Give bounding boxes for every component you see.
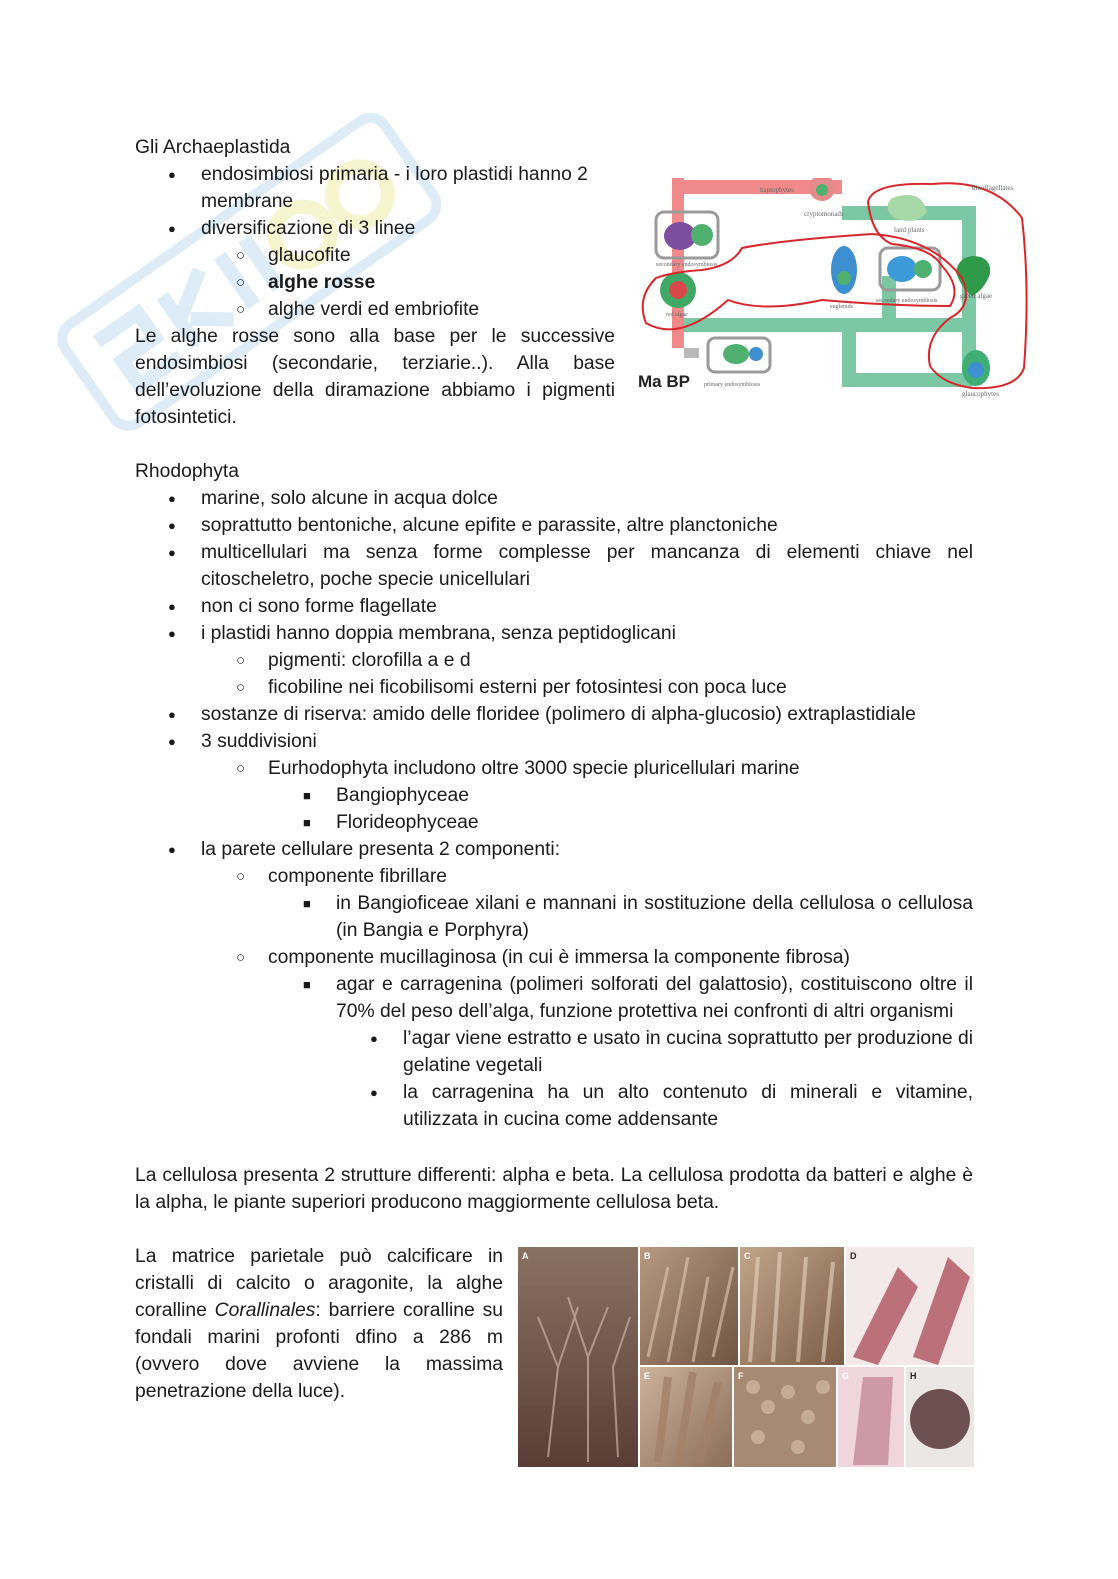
list-item: ■ Bangiophyceae <box>135 782 973 809</box>
diagram-label: secondary endosymbiosis <box>876 298 938 304</box>
list-item: ● sostanze di riserva: amido delle floridee (polimero di alpha-glucosio) extraplastidiale <box>135 701 973 728</box>
euglenid-cell <box>831 246 857 294</box>
grey-branch <box>684 348 699 358</box>
plastid-icon <box>816 184 828 196</box>
photo-label: C <box>744 1251 751 1261</box>
section-heading-rhodophyta: Rhodophyta <box>135 461 239 482</box>
plastid-icon <box>749 347 763 361</box>
list-item: ○ alghe verdi ed embriofite <box>135 296 617 323</box>
plastid-icon <box>968 362 984 378</box>
secondary-green-cell <box>887 256 917 282</box>
photo-label: F <box>738 1371 744 1381</box>
list-item: ● 3 suddivisioni <box>135 728 973 755</box>
taxon-name: Corallinales <box>214 1300 316 1321</box>
photo-label: B <box>644 1251 651 1261</box>
green-branch <box>842 373 972 387</box>
plastid-icon <box>914 260 932 278</box>
diagram-label: dinoflagellates <box>972 184 1014 192</box>
photo-label: A <box>522 1251 529 1261</box>
diagram-label: cryptomonads <box>804 210 844 218</box>
list-item: ● soprattutto bentoniche, alcune epifite e parassite, altre planctoniche <box>135 512 973 539</box>
list-item: ■ agar e carragenina (polimeri solforati del galattosio), costituiscono oltre il 70% del peso dell’alga, funzione protettiva nei confronti di altri organismi <box>135 971 973 1025</box>
photo-label: G <box>842 1371 850 1381</box>
list-item: ○ ficobiline nei ficobilisomi esterni per fotosintesi con poca luce <box>135 674 973 701</box>
paragraph: Le alghe rosse sono alla base per le successive endosimbiosi (secondarie, terziarie..). Alla base dell’evoluzione della diramazione abbiamo i pigmenti fotosintetici. <box>135 326 615 428</box>
list-item: ○ glaucofite <box>135 242 617 269</box>
photo-h-disc <box>910 1389 970 1449</box>
photo-label: D <box>850 1251 857 1261</box>
diagram-label: haptophytes <box>760 186 794 194</box>
photo-label: H <box>910 1371 917 1381</box>
list-item: ● diversificazione di 3 linee <box>135 215 617 242</box>
endosymbiosis-diagram <box>632 178 1030 402</box>
list-item: ● non ci sono forme flagellate <box>135 593 973 620</box>
diagram-label: green algae <box>960 292 993 300</box>
plastid-icon <box>837 271 851 285</box>
diagram-label: secondary endosymbiosis <box>656 262 718 268</box>
list-item: ● la parete cellulare presenta 2 componenti: <box>135 836 973 863</box>
list-item: ○ pigmenti: clorofilla a e d <box>135 647 973 674</box>
green-branch <box>684 318 974 332</box>
text-fragment: : barriere coralline su fondali marini profonti dfino a 286 m (ovvero dove avviene la massima penetrazione della luce). <box>135 1300 503 1402</box>
list-item: ● endosimbiosi primaria - i loro plastidi hanno 2 membrane <box>135 161 617 215</box>
diagram-label-mabp: Ma BP <box>638 372 690 391</box>
list-item: ● marine, solo alcune in acqua dolce <box>135 485 973 512</box>
algae-photo-panel <box>518 1247 974 1467</box>
section-heading-archaeplastida: Gli Archaeplastida <box>135 137 291 158</box>
photo-label: E <box>644 1371 651 1381</box>
list-item: ○ componente fibrillare <box>135 863 973 890</box>
rhodophyta-list <box>135 485 973 1133</box>
list-item: ○ alghe rosse <box>135 269 617 296</box>
plastid-icon <box>691 224 713 246</box>
paragraph: La cellulosa presenta 2 strutture differenti: alpha e beta. La cellulosa prodotta da batteri e alghe è la alpha, le piante superiori producono maggiormente cellulosa beta. <box>135 1165 973 1213</box>
photo-a <box>518 1247 638 1467</box>
list-item: ● multicellulari ma senza forme complesse per mancanza di elementi chiave nel citoscheletro, poche specie unicellulari <box>135 539 973 593</box>
list-item: ○ componente mucillaginosa (in cui è immersa la componente fibrosa) <box>135 944 973 971</box>
list-item: ● l’agar viene estratto e usato in cucina soprattutto per produzione di gelatine vegetali <box>135 1025 973 1079</box>
corallinales-paragraph <box>135 1243 503 1405</box>
plastid-icon <box>669 281 687 299</box>
diagram-label: red algae <box>666 312 688 318</box>
primary-cell <box>723 344 749 364</box>
list-item: ● la carragenina ha un alto contenuto di minerali e vitamine, utilizzata in cucina come addensante <box>135 1079 973 1133</box>
diagram-label: glaucophytes <box>962 390 999 398</box>
land-plant-leaf <box>887 195 927 221</box>
list-item: ■ Florideophyceae <box>135 809 973 836</box>
list-item: ■ in Bangioficeae xilani e mannani in sostituzione della cellulosa o cellulosa (in Bangia e Porphyra) <box>135 890 973 944</box>
text-fragment: La matrice parietale può calcificare in cristalli di calcito o aragonite, la alghe coralline <box>135 1246 503 1321</box>
diagram-label: land plants <box>894 226 925 234</box>
diagram-label: euglenids <box>830 304 853 310</box>
archaeplastida-list <box>135 161 617 323</box>
list-item: ● i plastidi hanno doppia membrana, senza peptidoglicani <box>135 620 973 647</box>
diagram-label: primary endosymbiosis <box>704 382 761 388</box>
list-item: ○ Eurhodophyta includono oltre 3000 specie pluricellulari marine <box>135 755 973 782</box>
